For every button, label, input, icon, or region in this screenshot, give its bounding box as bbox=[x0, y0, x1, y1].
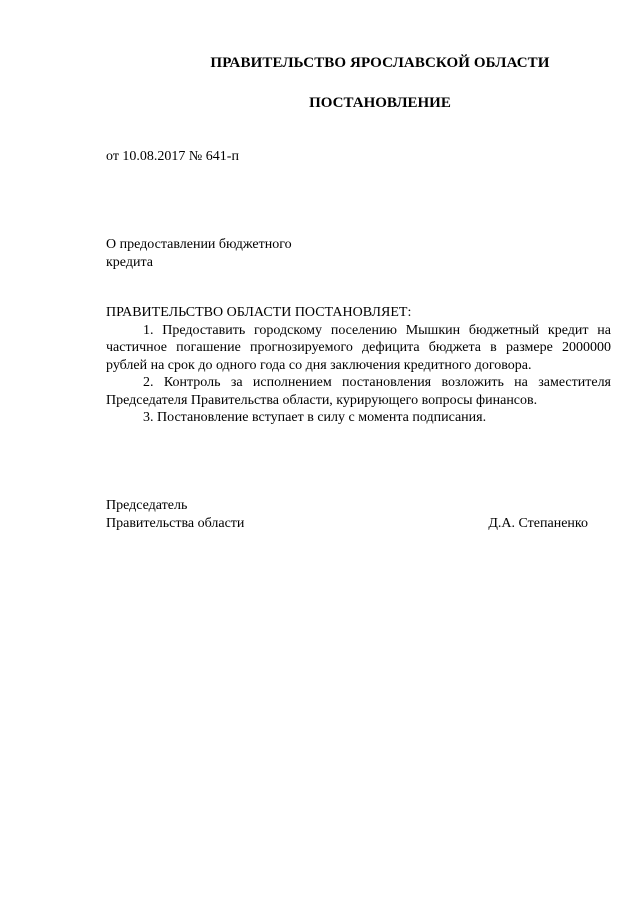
subject-line-2: кредита bbox=[106, 255, 153, 270]
clause-2: 2. Контроль за исполнением постановления возложить на заместителя Председателя Правительства области, курирующего вопросы финансов. bbox=[106, 375, 611, 408]
clause-1: 1. Предоставить городскому поселению Мышкин бюджетный кредит на частичное погашение прогнозируемого дефицита бюджета в размере 2000000 рублей на срок до одного года со дня заключения кредитного договора. bbox=[106, 322, 611, 373]
signatory-name: Д.А. Степаненко bbox=[488, 516, 588, 531]
document-subject bbox=[106, 236, 346, 272]
signatory-title-line-1: Председатель bbox=[106, 498, 188, 513]
body-preamble: ПРАВИТЕЛЬСТВО ОБЛАСТИ ПОСТАНОВЛЯЕТ: bbox=[106, 305, 412, 320]
signature-row bbox=[106, 515, 588, 533]
document-date-number: от 10.08.2017 № 641-п bbox=[106, 149, 239, 164]
clause-3: 3. Постановление вступает в силу с момента подписания. bbox=[143, 410, 487, 425]
signature-block bbox=[106, 497, 588, 533]
subject-line-1: О предоставлении бюджетного bbox=[106, 237, 292, 252]
signatory-title-line-2: Правительства области bbox=[106, 516, 245, 531]
document-body bbox=[106, 304, 611, 427]
organization-title: ПРАВИТЕЛЬСТВО ЯРОСЛАВСКОЙ ОБЛАСТИ bbox=[210, 55, 550, 71]
document-type: ПОСТАНОВЛЕНИЕ bbox=[309, 95, 451, 111]
